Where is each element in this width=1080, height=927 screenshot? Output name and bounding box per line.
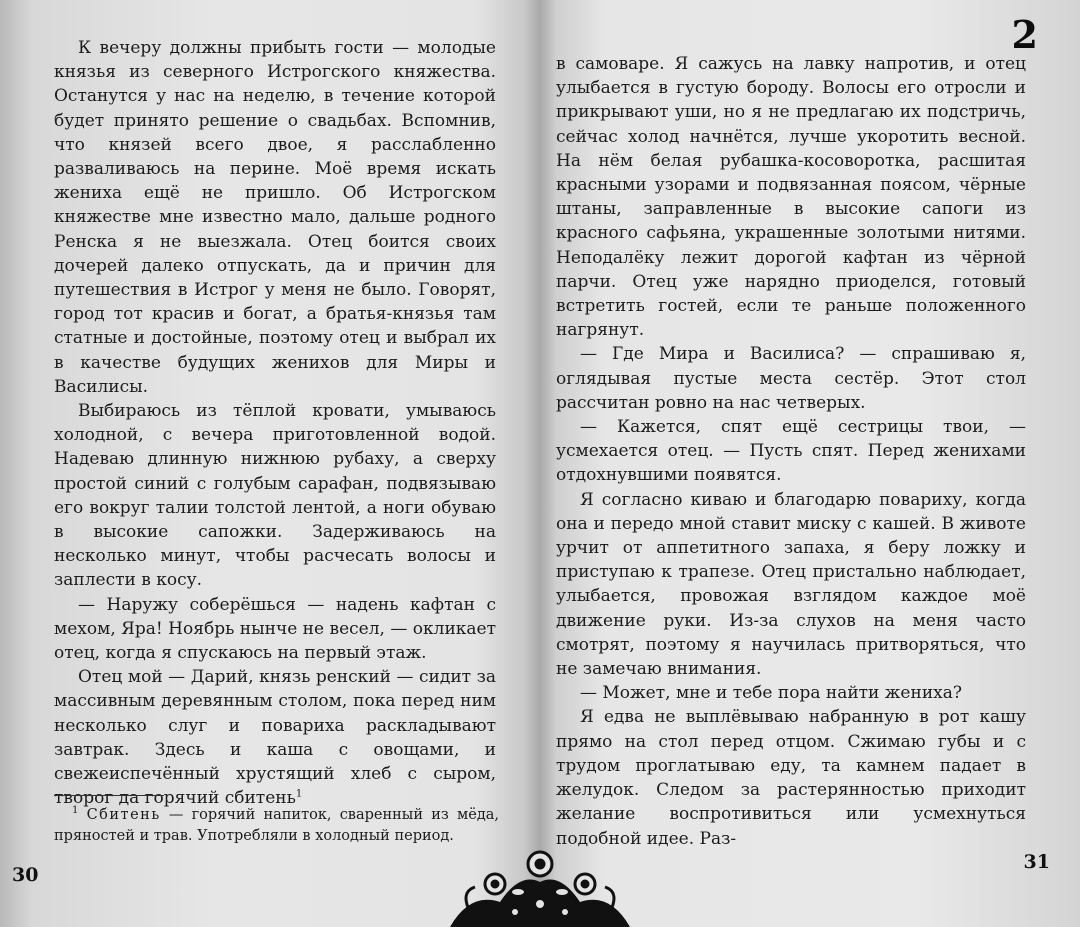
footnote-term: Сбитень [86, 807, 161, 823]
right-page [520, 0, 1080, 927]
footnote-divider [54, 795, 164, 796]
page-number-left: 30 [12, 864, 39, 886]
paragraph: К вечеру должны прибыть гости — молодые князья из северного Истрогского княжества. Останутся у нас на неделю, в течение которой будет принято решение о свадьбах. Вспомнив, что князей всего двое, я расслабленно разваливаюсь на перине. Моё время искать жениха ещё не пришло. Об Истрогском княжестве мне известно мало, дальше родного Ренска я не выезжала. Отец боится своих дочерей далеко отпускать, да и причин для путешествия в Истрог у меня не было. Говорят, город тот красив и богат, а братья-князья там статные и достойные, поэтому отец и выбрал их в качестве будущих женихов для Миры и Василисы. [54, 38, 496, 397]
paragraph: — Наружу соберёшься — надень кафтан с мехом, Яра! Ноябрь нынче не весел, — окликает отец, когда я спускаюсь на первый этаж. [54, 594, 496, 664]
paragraph: Выбираюсь из тёплой кровати, умываюсь холодной, с вечера приготовленной водой. Надеваю длинную нижнюю рубаху, а сверху простой синий с голубым сарафан, подвязываю его вокруг талии толстой лентой, а ноги обуваю в высокие сапожки. Задерживаюсь на несколько минут, чтобы расчесать волосы и заплести в косу. [54, 401, 496, 591]
paragraph: — Где Мира и Василиса? — спрашиваю я, оглядывая пустые места сестёр. Этот стол рассчитан ровно на нас четверых. [556, 344, 1026, 413]
handwritten-mark: 2 [1011, 12, 1038, 57]
footnote [54, 805, 499, 847]
footnote-text: — горячий напиток, сваренный из мёда, пряностей и трав. Употребляли в холодный период. [54, 807, 500, 844]
right-page-text [556, 52, 1026, 851]
footnote-marker: 1 [295, 788, 303, 800]
paragraph-text: Отец мой — Дарий, князь ренский — сидит за массивным деревянным столом, пока перед ним несколько слуг и повариха раскладывают завтрак. Здесь и каша с овощами, и свежеиспечённый хрустящий хлеб с сыром, творог да горячий сбитень [54, 667, 496, 809]
paragraph: — Кажется, спят ещё сестрицы твои, — усмехается отец. — Пусть спят. Перед женихами отдохнувшими появятся. [556, 417, 1026, 486]
floral-ornament-icon [440, 842, 640, 927]
left-page [0, 0, 520, 927]
paragraph: Я едва не выплёвываю набранную в рот кашу прямо на стол перед отцом. Сжимаю губы и с трудом проглатываю еду, та камнем падает в желудок. Следом за растерянностью приходит желание воспротивиться или усмехнуться подобной идее. Раз- [556, 707, 1026, 849]
paragraph-continued: в самоваре. Я сажусь на лавку напротив, и отец улыбается в густую бороду. Волосы его отросли и прикрывают уши, но я не предлагаю их подстричь, сейчас холод начнётся, лучше укоротить весной. На нём белая рубашка-косоворотка, расшитая красными узорами и подвязанная поясом, чёрные штаны, заправленные в высокие сапоги из красного сафьяна, украшенные золотыми нитями. Неподалёку лежит дорогой кафтан из чёрной парчи. Отец уже нарядно приоделся, готовый встретить гостей, если те раньше положенного нагрянут. [556, 54, 1026, 341]
paragraph-with-footnote [54, 665, 496, 810]
footnote-number: 1 [72, 805, 79, 817]
left-page-text [54, 36, 496, 811]
paragraph: — Может, мне и тебе пора найти жениха? [580, 683, 962, 704]
paragraph: Я согласно киваю и благодарю повариху, когда она и передо мной ставит миску с кашей. В животе урчит от аппетитного запаха, я беру ложку и приступаю к трапезе. Отец пристально наблюдает, улыбается, провожая взглядом каждое моё движение руки. Из-за слухов на меня часто смотрят, поэтому я научилась притворяться, что не замечаю внимания. [556, 489, 1026, 680]
page-number-right: 31 [1023, 851, 1050, 873]
